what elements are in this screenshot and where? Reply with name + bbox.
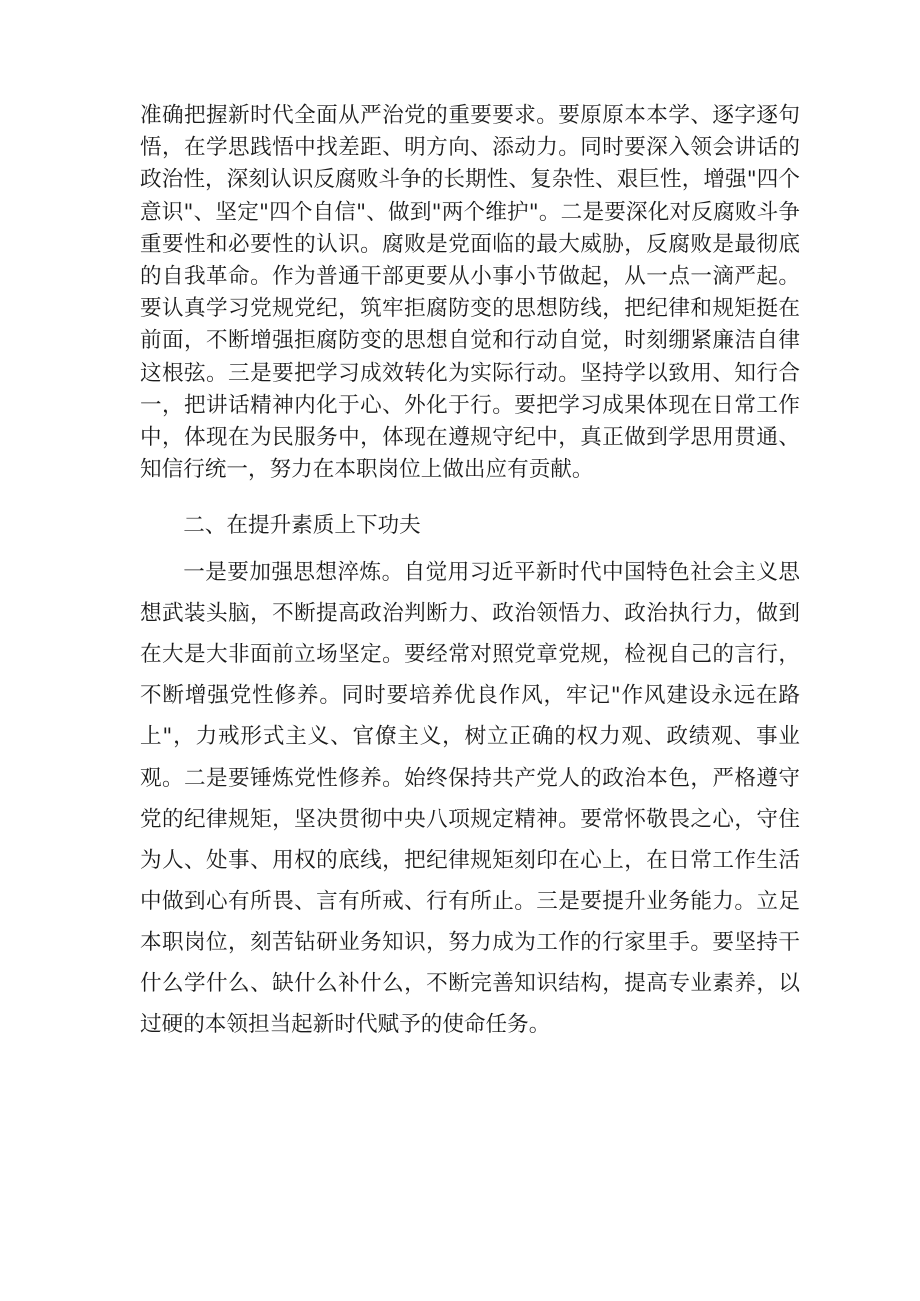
body-paragraph-2: 一是要加强思想淬炼。自觉用习近平新时代中国特色社会主义思想武装头脑，不断提高政治判断力、政治领悟力、政治执行力，做到在大是大非面前立场坚定。要经常对照党章党规，检视自己的言行，不断增强党性修养。同时要培养优良作风，牢记"作风建设永远在路上"，力戒形式主义、官僚主义，树立正确的权力观、政绩观、事业观。二是要锤炼党性修养。始终保持共产党人的政治本色，严格遵守党的纪律规矩，坚决贯彻中央八项规定精神。要常怀敬畏之心，守住为人、处事、用权的底线，把纪律规矩刻印在心上，在日常工作生活中做到心有所畏、言有所戒、行有所止。三是要提升业务能力。立足本职岗位，刻苦钻研业务知识，努力成为工作的行家里手。要坚持干什么学什么、缺什么补什么，不断完善知识结构，提高专业素养，以过硬的本领担当起新时代赋予的使命任务。: [140, 560, 800, 1038]
section-one-continuation: [140, 100, 800, 486]
section-heading: 二、在提升素质上下功夫: [183, 513, 421, 538]
section-two: [140, 505, 800, 1045]
body-paragraph-1: 准确把握新时代全面从严治党的重要要求。要原原本本学、逐字逐句悟，在学思践悟中找差距、明方向、添动力。同时要深入领会讲话的政治性，深刻认识反腐败斗争的长期性、复杂性、艰巨性，增强"四个意识"、坚定"四个自信"、做到"两个维护"。二是要深化对反腐败斗争重要性和必要性的认识。腐败是党面临的最大威胁，反腐败是最彻底的自我革命。作为普通干部更要从小事小节做起，从一点一滴严起。要认真学习党规党纪，筑牢拒腐防变的思想防线，把纪律和规矩挺在前面，不断增强拒腐防变的思想自觉和行动自觉，时刻绷紧廉洁自律这根弦。三是要把学习成效转化为实际行动。坚持学以致用、知行合一，把讲话精神内化于心、外化于行。要把学习成果体现在日常工作中，体现在为民服务中，体现在遵规守纪中，真正做到学思用贯通、知信行统一，努力在本职岗位上做出应有贡献。: [140, 103, 800, 483]
